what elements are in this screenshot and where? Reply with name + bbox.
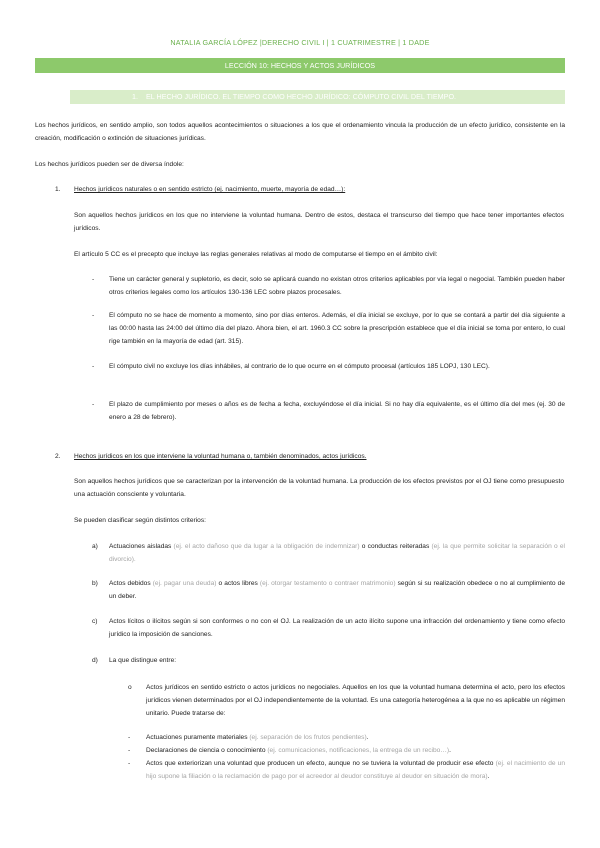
- paragraph: Se pueden clasificar según distintos criterios:: [74, 517, 206, 524]
- dash-marker: -: [128, 734, 131, 741]
- criterion-marker: b): [92, 580, 98, 587]
- dash-marker: -: [128, 760, 131, 767]
- running-header: NATALIA GARCÍA LÓPEZ |DERECHO CIVIL I | 1 CUATRIMESTRE | 1 DADE: [170, 38, 430, 47]
- item-title: Hechos jurídicos naturales o en sentido estricto (ej. nacimiento, muerte, mayoría de edad…):: [74, 186, 346, 193]
- lesson-title: LECCIÓN 10: HECHOS Y ACTOS JURÍDICOS: [35, 58, 565, 73]
- list-item: El cómputo no se hace de momento a momento, sino por días enteros. Además, el día inicial se excluye, por lo que se contará a partir del día siguiente a las 00:00 hasta las 24:00 del último día del plazo. Ahora bien, el art. 1960.3 CC sobre la prescripción establece que el día inicial se toma por entero, lo cual rige también en la mayoría de edad (art. 315).: [109, 312, 565, 345]
- list-item: Tiene un carácter general y supletorio, es decir, solo se aplicará cuando no existan otros criterios aplicables por vía legal o negocial. También pueden haber otros criterios legales como los artículos 130-136 LEC sobre plazos procesales.: [109, 276, 565, 296]
- paragraph: El artículo 5 CC es el precepto que incluye las reglas generales relativas al modo de computarse el tiempo en el ámbito civil:: [74, 251, 438, 258]
- criterion-marker: c): [92, 618, 98, 625]
- paragraph: Son aquellos hechos jurídicos que se caracterizan por la intervención de la voluntad humana. La producción de los efectos previstos por el OJ tiene como presupuesto una actuación consciente y voluntaria.: [74, 478, 564, 498]
- item-number: 1.: [55, 186, 61, 193]
- sub-item: Actos jurídicos en sentido estricto o actos jurídicos no negociales. Aquellos en los que la voluntad humana determina el acto, pero los efectos jurídicos vienen determinados por el OJ independientemente de la voluntad. Es una categoría heterogénea a la que no es aplicable un régimen unitario. Puede tratarse de:: [146, 684, 565, 717]
- section-heading: [70, 90, 565, 104]
- intro-paragraph: Los hechos jurídicos, en sentido amplio, son todos aquellos acontecimientos o situaciones a los que el ordenamiento vincula la producción de un efecto jurídico, consistente en la creación, modificación o extinción de situaciones jurídicas.: [35, 122, 565, 142]
- sub-bullet-marker: o: [128, 684, 132, 691]
- intro-paragraph-2: Los hechos jurídicos pueden ser de diversa índole:: [35, 161, 184, 168]
- dash-item: Declaraciones de ciencia o conocimiento (ej. comunicaciones, notificaciones, la entrega de un recibo…).: [146, 747, 451, 754]
- dash-marker: -: [92, 276, 95, 283]
- list-item: El plazo de cumplimiento por meses o años es de fecha a fecha, excluyéndose el día inicial. Si no hay día equivalente, es el último día del mes (ej. 30 de enero a 28 de febrero).: [109, 401, 565, 421]
- criterion-marker: d): [92, 657, 98, 664]
- item-number: 2.: [55, 453, 61, 460]
- criterion-item: Actuaciones aisladas (ej. el acto dañoso que da lugar a la obligación de indemnizar) o conductas reiteradas (ej. la que permite solicitar la separación o el divorcio).: [109, 543, 565, 563]
- section-number: 1.: [132, 92, 138, 101]
- dash-item: Actuaciones puramente materiales (ej. separación de los frutos pendientes).: [146, 734, 369, 741]
- section-title: EL HECHO JURÍDICO. EL TIEMPO COMO HECHO JURÍDICO: CÓMPUTO CIVIL DEL TIEMPO.: [146, 92, 457, 101]
- dash-marker: -: [92, 363, 95, 370]
- criterion-item: Actos lícitos o ilícitos según si son conformes o no con el OJ. La realización de un acto ilícito supone una infracción del ordenamiento y tiene como efecto jurídico la imposición de sanciones.: [109, 618, 565, 638]
- dash-marker: -: [92, 401, 95, 408]
- dash-marker: -: [92, 312, 95, 319]
- item-title: Hechos jurídicos en los que interviene la voluntad humana o, también denominados, actos jurídicos.: [74, 453, 367, 460]
- list-item: El cómputo civil no excluye los días inhábiles, al contrario de lo que ocurre en el cómputo procesal (artículos 185 LOPJ, 130 LEC).: [109, 363, 490, 370]
- paragraph: Son aquellos hechos jurídicos en los que no interviene la voluntad humana. Dentro de estos, destaca el transcurso del tiempo que hace tener importantes efectos jurídicos.: [74, 212, 564, 232]
- criterion-item: Actos debidos (ej. pagar una deuda) o actos libres (ej. otorgar testamento o contraer matrimonio) según si su realización obedece o no al cumplimiento de un deber.: [109, 580, 565, 600]
- dash-item: Actos que exteriorizan una voluntad que producen un efecto, aunque no se tuviera la voluntad de producir ese efecto (ej. el nacimiento de un hijo supone la filiación o la reclamación de pago por el acreedor al deudor constituye al deudor en situación de mora).: [146, 760, 565, 780]
- dash-marker: -: [128, 747, 131, 754]
- criterion-marker: a): [92, 543, 98, 550]
- criterion-item: La que distingue entre:: [109, 657, 177, 664]
